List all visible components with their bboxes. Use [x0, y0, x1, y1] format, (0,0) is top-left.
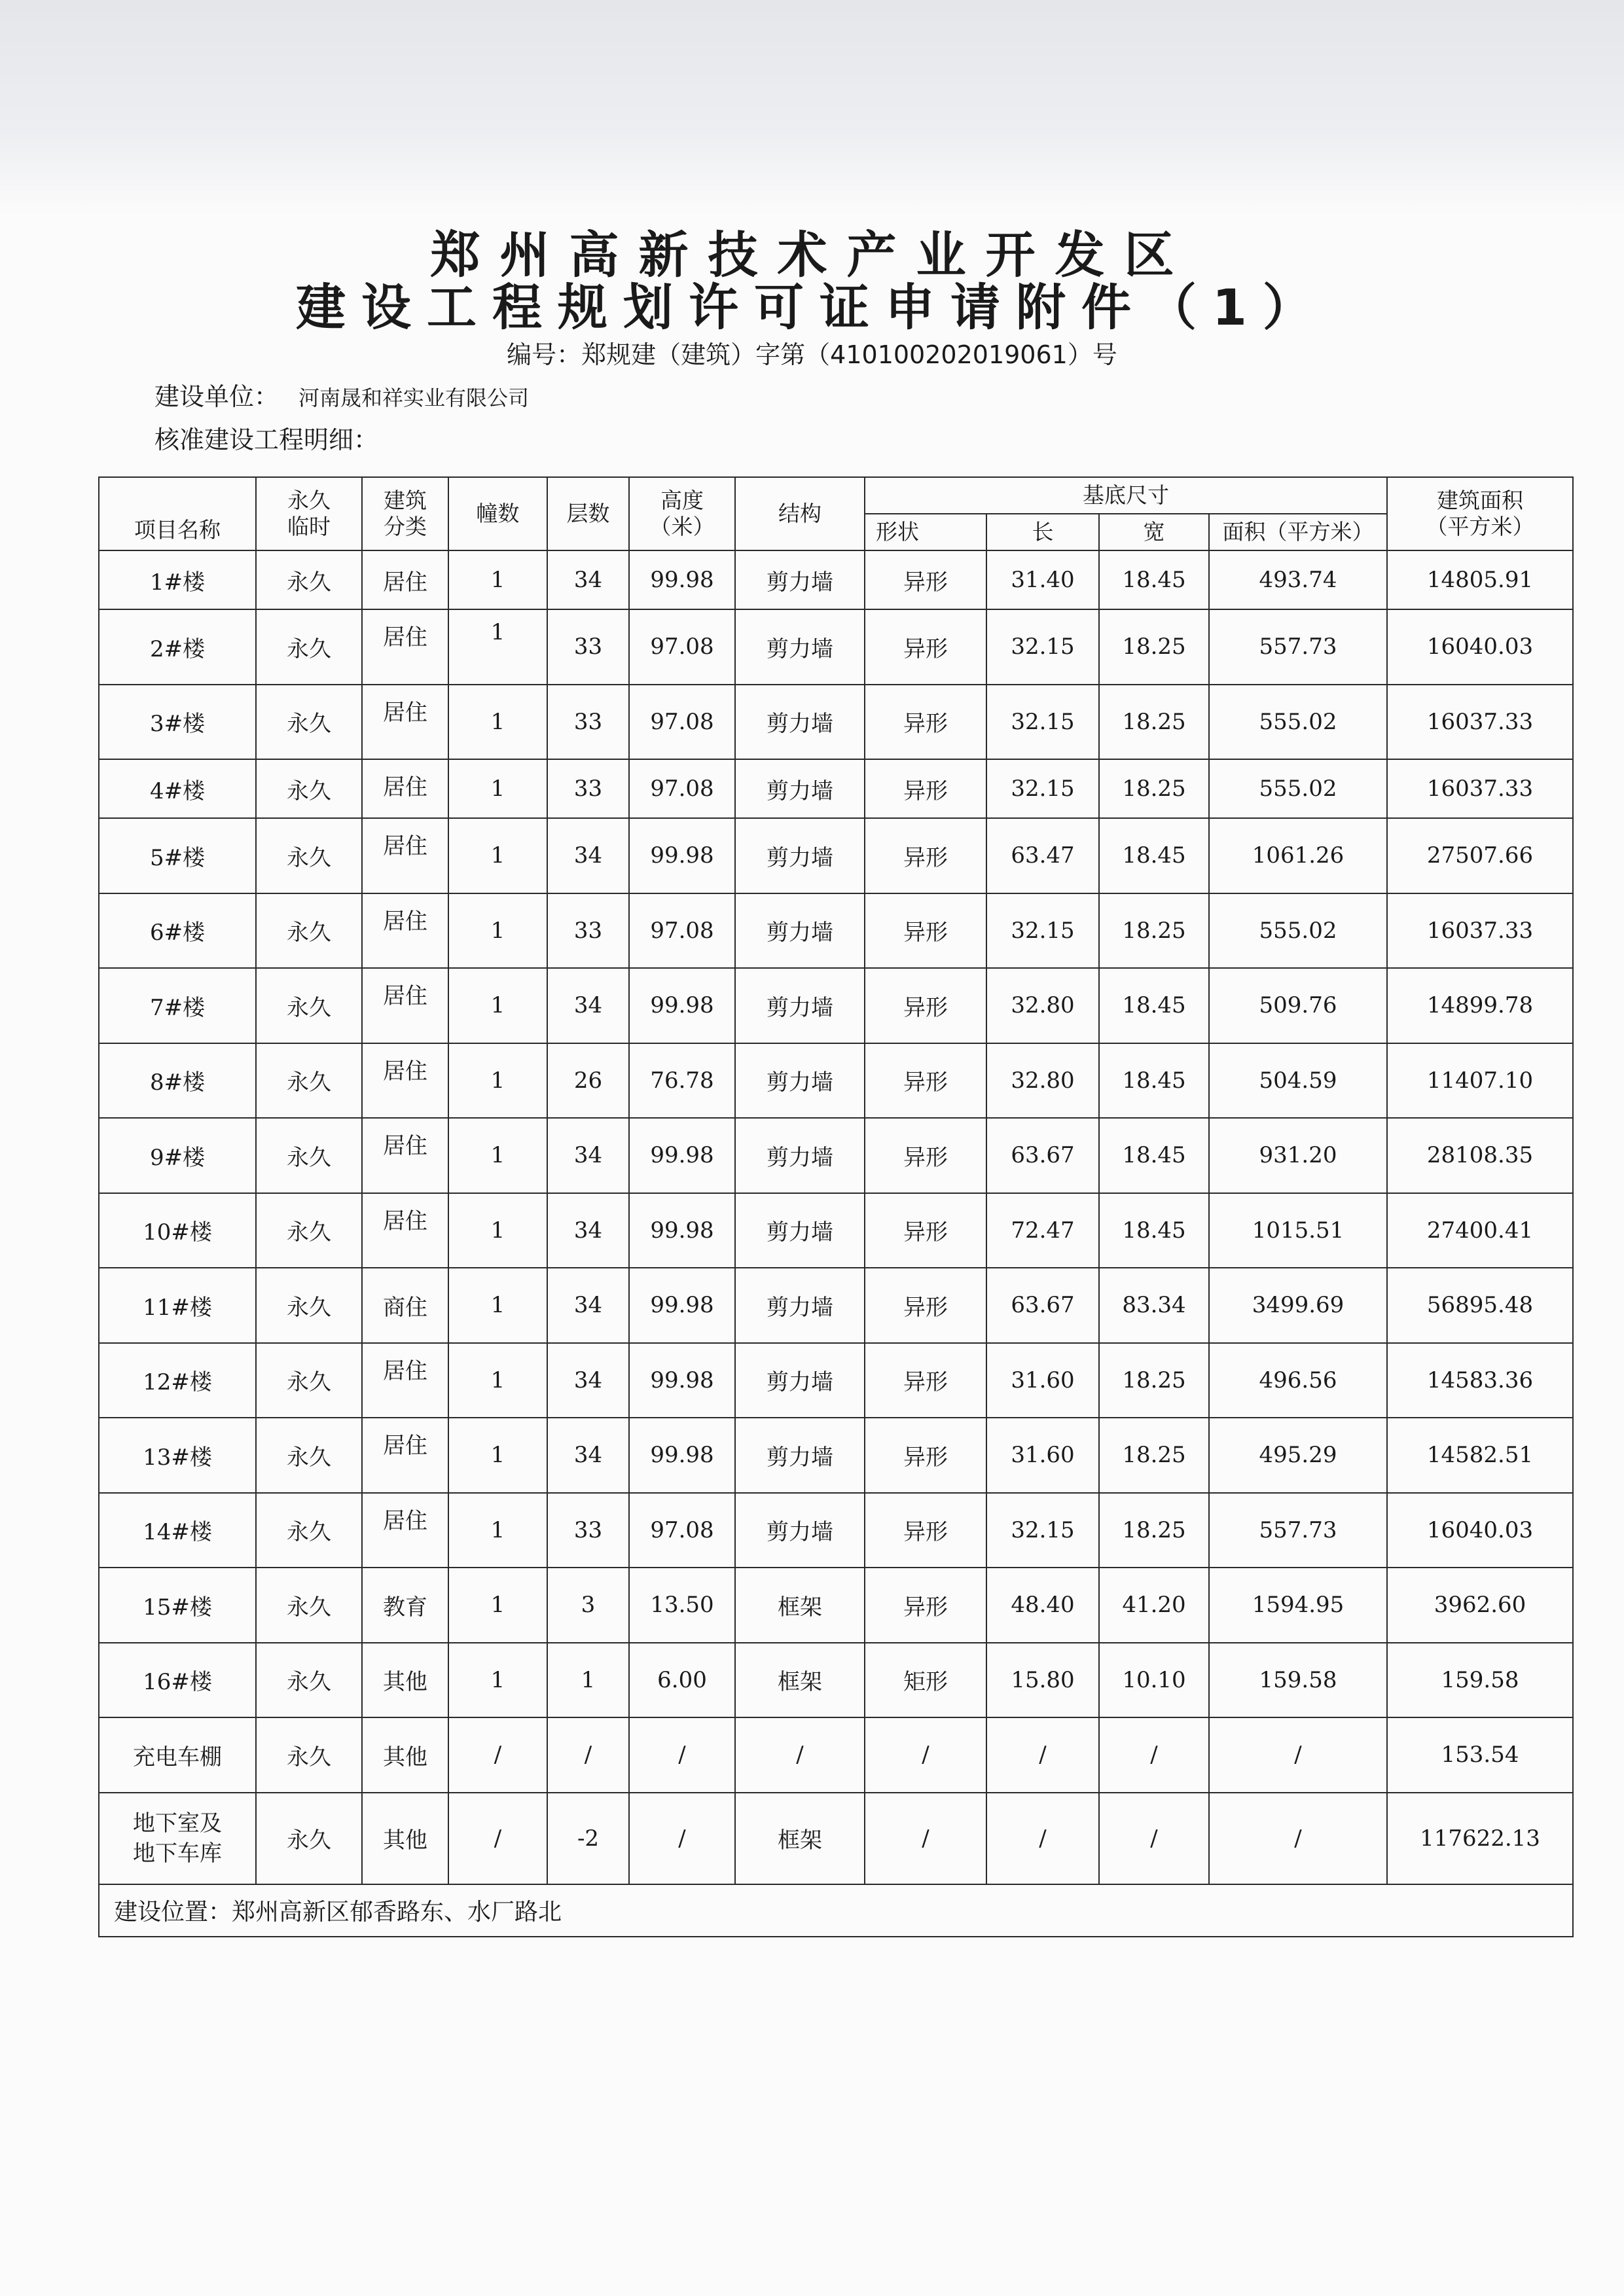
header-permanence: 永久 临时 — [256, 477, 362, 550]
cell-floors: 34 — [547, 1118, 629, 1193]
cell-length: 63.67 — [986, 1268, 1099, 1343]
header-width: 宽 — [1099, 514, 1209, 550]
cell-base-area: 1061.26 — [1209, 818, 1387, 893]
details-label: 核准建设工程明细： — [154, 425, 379, 454]
cell-floors: 33 — [547, 759, 629, 818]
cell-permanence: 永久 — [256, 1343, 362, 1418]
cell-category: 其他 — [362, 1717, 448, 1793]
cell-gross-floor-area: 16037.33 — [1387, 893, 1573, 969]
cell-count: 1 — [448, 1043, 547, 1119]
cell-base-area: 159.58 — [1209, 1643, 1387, 1718]
cell-length: 32.15 — [986, 893, 1099, 969]
cell-width: 18.45 — [1099, 818, 1209, 893]
cell-base-area: 555.02 — [1209, 759, 1387, 818]
cell-structure: 剪力墙 — [735, 893, 865, 969]
cell-category: 居住 — [362, 1343, 448, 1418]
cell-shape: 异形 — [865, 893, 986, 969]
cell-count: 1 — [448, 759, 547, 818]
cell-count: 1 — [448, 1418, 547, 1493]
cell-count: 1 — [448, 1493, 547, 1568]
cell-permanence: 永久 — [256, 818, 362, 893]
cell-height: 99.98 — [629, 968, 735, 1043]
cell-base-area: 1015.51 — [1209, 1193, 1387, 1268]
cell-category: 教育 — [362, 1568, 448, 1643]
cell-category: 居住 — [362, 1418, 448, 1493]
cell-base-area: 555.02 — [1209, 893, 1387, 969]
cell-structure: 剪力墙 — [735, 759, 865, 818]
cell-permanence: 永久 — [256, 1118, 362, 1193]
cell-category: 居住 — [362, 968, 448, 1043]
cell-count: 1 — [448, 1343, 547, 1418]
cell-height: 76.78 — [629, 1043, 735, 1119]
cell-permanence: 永久 — [256, 1793, 362, 1884]
cell-structure: 框架 — [735, 1643, 865, 1718]
cell-name: 3#楼 — [99, 685, 256, 760]
cell-category: 居住 — [362, 609, 448, 685]
cell-gross-floor-area: 14582.51 — [1387, 1418, 1573, 1493]
cell-structure: 剪力墙 — [735, 550, 865, 609]
cell-category: 其他 — [362, 1643, 448, 1718]
table-row — [99, 1717, 1573, 1793]
cell-floors: 34 — [547, 1268, 629, 1343]
cell-shape: 异形 — [865, 968, 986, 1043]
cell-gross-floor-area: 11407.10 — [1387, 1043, 1573, 1119]
cell-name: 4#楼 — [99, 759, 256, 818]
cell-base-area: / — [1209, 1793, 1387, 1884]
cell-width: 83.34 — [1099, 1268, 1209, 1343]
cell-height: 97.08 — [629, 759, 735, 818]
cell-gross-floor-area: 159.58 — [1387, 1643, 1573, 1718]
cell-shape: 异形 — [865, 1418, 986, 1493]
table-row — [99, 1268, 1573, 1343]
cell-height: / — [629, 1717, 735, 1793]
cell-gross-floor-area: 16037.33 — [1387, 759, 1573, 818]
cell-structure: / — [735, 1717, 865, 1793]
cell-shape: 异形 — [865, 759, 986, 818]
cell-length: 32.15 — [986, 1493, 1099, 1568]
cell-gross-floor-area: 56895.48 — [1387, 1268, 1573, 1343]
cell-base-area: / — [1209, 1717, 1387, 1793]
cell-permanence: 永久 — [256, 1043, 362, 1119]
cell-shape: 矩形 — [865, 1643, 986, 1718]
cell-length: 72.47 — [986, 1193, 1099, 1268]
cell-floors: 34 — [547, 1193, 629, 1268]
cell-count: 1 — [448, 685, 547, 760]
cell-length: 15.80 — [986, 1643, 1099, 1718]
cell-width: 18.25 — [1099, 685, 1209, 760]
cell-height: 99.98 — [629, 818, 735, 893]
cell-count: 1 — [448, 550, 547, 609]
cell-floors: 34 — [547, 1343, 629, 1418]
table-row — [99, 968, 1573, 1043]
cell-structure: 框架 — [735, 1793, 865, 1884]
cell-structure: 剪力墙 — [735, 968, 865, 1043]
cell-height: 99.98 — [629, 1343, 735, 1418]
cell-shape: 异形 — [865, 1193, 986, 1268]
cell-width: 18.25 — [1099, 1418, 1209, 1493]
cell-base-area: 931.20 — [1209, 1118, 1387, 1193]
cell-category: 其他 — [362, 1793, 448, 1884]
cell-shape: 异形 — [865, 1568, 986, 1643]
cell-base-area: 509.76 — [1209, 968, 1387, 1043]
construction-unit-value: 河南晟和祥实业有限公司 — [298, 386, 530, 410]
cell-floors: -2 — [547, 1793, 629, 1884]
cell-height: 99.98 — [629, 1268, 735, 1343]
cell-base-area: 504.59 — [1209, 1043, 1387, 1119]
cell-name: 13#楼 — [99, 1418, 256, 1493]
cell-category: 居住 — [362, 550, 448, 609]
cell-floors: 33 — [547, 685, 629, 760]
cell-length: 32.15 — [986, 685, 1099, 760]
cell-structure: 剪力墙 — [735, 1193, 865, 1268]
cell-structure: 剪力墙 — [735, 1118, 865, 1193]
cell-name: 8#楼 — [99, 1043, 256, 1119]
cell-name: 14#楼 — [99, 1493, 256, 1568]
cell-permanence: 永久 — [256, 1717, 362, 1793]
cell-height: 97.08 — [629, 893, 735, 969]
cell-floors: 33 — [547, 893, 629, 969]
cell-length: 63.47 — [986, 818, 1099, 893]
scan-shadow — [0, 0, 1624, 216]
cell-width: 18.45 — [1099, 968, 1209, 1043]
cell-floors: / — [547, 1717, 629, 1793]
cell-count: 1 — [448, 609, 547, 685]
cell-gross-floor-area: 3962.60 — [1387, 1568, 1573, 1643]
cell-category: 居住 — [362, 818, 448, 893]
cell-name: 1#楼 — [99, 550, 256, 609]
table-row — [99, 1043, 1573, 1119]
cell-base-area: 493.74 — [1209, 550, 1387, 609]
table-row — [99, 1118, 1573, 1193]
cell-permanence: 永久 — [256, 759, 362, 818]
cell-height: 99.98 — [629, 1193, 735, 1268]
cell-height: 99.98 — [629, 1418, 735, 1493]
cell-count: 1 — [448, 1643, 547, 1718]
table-row — [99, 1418, 1573, 1493]
cell-base-area: 555.02 — [1209, 685, 1387, 760]
cell-shape: / — [865, 1793, 986, 1884]
cell-base-area: 495.29 — [1209, 1418, 1387, 1493]
cell-base-area: 1594.95 — [1209, 1568, 1387, 1643]
construction-unit-row — [154, 378, 529, 416]
cell-width: 18.25 — [1099, 1493, 1209, 1568]
table-row — [99, 818, 1573, 893]
cell-name: 16#楼 — [99, 1643, 256, 1718]
cell-permanence: 永久 — [256, 609, 362, 685]
cell-length: 32.80 — [986, 1043, 1099, 1119]
cell-category: 居住 — [362, 759, 448, 818]
cell-name: 6#楼 — [99, 893, 256, 969]
cell-height: 97.08 — [629, 609, 735, 685]
header-project-name: 项目名称 — [99, 477, 256, 550]
table-row — [99, 1343, 1573, 1418]
cell-count: 1 — [448, 893, 547, 969]
location-row — [99, 1884, 1573, 1937]
cell-gross-floor-area: 28108.35 — [1387, 1118, 1573, 1193]
cell-width: 18.25 — [1099, 759, 1209, 818]
cell-width: / — [1099, 1717, 1209, 1793]
cell-permanence: 永久 — [256, 685, 362, 760]
cell-gross-floor-area: 14899.78 — [1387, 968, 1573, 1043]
table-row — [99, 685, 1573, 760]
cell-floors: 34 — [547, 1418, 629, 1493]
cell-structure: 剪力墙 — [735, 1043, 865, 1119]
header-length: 长 — [986, 514, 1099, 550]
table-row — [99, 893, 1573, 969]
header-count: 幢数 — [448, 477, 547, 550]
cell-floors: 1 — [547, 1643, 629, 1718]
cell-name: 7#楼 — [99, 968, 256, 1043]
cell-width: 18.45 — [1099, 1118, 1209, 1193]
cell-permanence: 永久 — [256, 1418, 362, 1493]
cell-shape: 异形 — [865, 1268, 986, 1343]
cell-structure: 剪力墙 — [735, 1343, 865, 1418]
header-category: 建筑 分类 — [362, 477, 448, 550]
cell-gross-floor-area: 153.54 — [1387, 1717, 1573, 1793]
table-row — [99, 550, 1573, 609]
cell-height: 6.00 — [629, 1643, 735, 1718]
cell-width: 18.25 — [1099, 893, 1209, 969]
title-line-2: 建设工程规划许可证申请附件（1） — [296, 278, 1328, 336]
cell-count: / — [448, 1793, 547, 1884]
cell-category: 居住 — [362, 1043, 448, 1119]
cell-permanence: 永久 — [256, 1193, 362, 1268]
header-shape: 形状 — [865, 514, 986, 550]
cell-permanence: 永久 — [256, 1268, 362, 1343]
cell-structure: 剪力墙 — [735, 1268, 865, 1343]
header-base-dimensions: 基底尺寸 — [865, 477, 1387, 514]
cell-shape: 异形 — [865, 818, 986, 893]
cell-count: / — [448, 1717, 547, 1793]
cell-width: 18.25 — [1099, 609, 1209, 685]
cell-count: 1 — [448, 968, 547, 1043]
cell-category: 商住 — [362, 1268, 448, 1343]
cell-structure: 剪力墙 — [735, 1493, 865, 1568]
table-row — [99, 1193, 1573, 1268]
cell-gross-floor-area: 16040.03 — [1387, 1493, 1573, 1568]
cell-base-area: 3499.69 — [1209, 1268, 1387, 1343]
cell-permanence: 永久 — [256, 1493, 362, 1568]
cell-length: / — [986, 1717, 1099, 1793]
table-row — [99, 609, 1573, 685]
cell-category: 居住 — [362, 1193, 448, 1268]
cell-category: 居住 — [362, 685, 448, 760]
cell-name: 充电车棚 — [99, 1717, 256, 1793]
cell-structure: 框架 — [735, 1568, 865, 1643]
construction-unit-label: 建设单位： — [154, 382, 280, 411]
cell-height: 97.08 — [629, 685, 735, 760]
cell-name: 12#楼 — [99, 1343, 256, 1418]
cell-floors: 33 — [547, 1493, 629, 1568]
table-row — [99, 1493, 1573, 1568]
cell-floors: 34 — [547, 550, 629, 609]
cell-length: 31.40 — [986, 550, 1099, 609]
cell-width: 41.20 — [1099, 1568, 1209, 1643]
cell-gross-floor-area: 117622.13 — [1387, 1793, 1573, 1884]
cell-name: 10#楼 — [99, 1193, 256, 1268]
header-floors: 层数 — [547, 477, 629, 550]
cell-length: 32.80 — [986, 968, 1099, 1043]
header-height: 高度 （米） — [629, 477, 735, 550]
title-line-1: 郑州高新技术产业开发区 — [430, 226, 1194, 284]
header-base-area: 面积（平方米） — [1209, 514, 1387, 550]
cell-permanence: 永久 — [256, 1568, 362, 1643]
table-row — [99, 759, 1573, 818]
table-row — [99, 1793, 1573, 1884]
cell-name: 5#楼 — [99, 818, 256, 893]
cell-count: 1 — [448, 1268, 547, 1343]
cell-gross-floor-area: 14805.91 — [1387, 550, 1573, 609]
cell-category: 居住 — [362, 1493, 448, 1568]
cell-length: 31.60 — [986, 1343, 1099, 1418]
cell-floors: 34 — [547, 818, 629, 893]
cell-width: 10.10 — [1099, 1643, 1209, 1718]
cell-base-area: 557.73 — [1209, 609, 1387, 685]
cell-gross-floor-area: 16037.33 — [1387, 685, 1573, 760]
cell-height: 99.98 — [629, 550, 735, 609]
cell-permanence: 永久 — [256, 1643, 362, 1718]
cell-shape: / — [865, 1717, 986, 1793]
cell-floors: 34 — [547, 968, 629, 1043]
cell-shape: 异形 — [865, 1493, 986, 1568]
cell-width: / — [1099, 1793, 1209, 1884]
cell-structure: 剪力墙 — [735, 685, 865, 760]
cell-permanence: 永久 — [256, 893, 362, 969]
cell-base-area: 496.56 — [1209, 1343, 1387, 1418]
cell-category: 居住 — [362, 1118, 448, 1193]
cell-height: / — [629, 1793, 735, 1884]
cell-name: 9#楼 — [99, 1118, 256, 1193]
cell-length: 32.15 — [986, 759, 1099, 818]
header-structure: 结构 — [735, 477, 865, 550]
cell-base-area: 557.73 — [1209, 1493, 1387, 1568]
cell-category: 居住 — [362, 893, 448, 969]
cell-floors: 33 — [547, 609, 629, 685]
cell-height: 13.50 — [629, 1568, 735, 1643]
cell-height: 99.98 — [629, 1118, 735, 1193]
cell-shape: 异形 — [865, 685, 986, 760]
table-row — [99, 1643, 1573, 1718]
document-number: 编号：郑规建（建筑）字第（410100202019061）号 — [507, 340, 1117, 369]
cell-shape: 异形 — [865, 550, 986, 609]
cell-width: 18.45 — [1099, 1043, 1209, 1119]
cell-gross-floor-area: 16040.03 — [1387, 609, 1573, 685]
cell-floors: 26 — [547, 1043, 629, 1119]
cell-name: 2#楼 — [99, 609, 256, 685]
cell-structure: 剪力墙 — [735, 818, 865, 893]
cell-name: 11#楼 — [99, 1268, 256, 1343]
cell-gross-floor-area: 27400.41 — [1387, 1193, 1573, 1268]
cell-shape: 异形 — [865, 1343, 986, 1418]
cell-height: 97.08 — [629, 1493, 735, 1568]
cell-count: 1 — [448, 1568, 547, 1643]
cell-length: 32.15 — [986, 609, 1099, 685]
cell-length: 63.67 — [986, 1118, 1099, 1193]
cell-shape: 异形 — [865, 609, 986, 685]
cell-structure: 剪力墙 — [735, 609, 865, 685]
cell-gross-floor-area: 14583.36 — [1387, 1343, 1573, 1418]
cell-gross-floor-area: 27507.66 — [1387, 818, 1573, 893]
cell-width: 18.25 — [1099, 1343, 1209, 1418]
cell-structure: 剪力墙 — [735, 1418, 865, 1493]
cell-length: / — [986, 1793, 1099, 1884]
cell-shape: 异形 — [865, 1118, 986, 1193]
project-table — [98, 476, 1574, 1937]
cell-name: 15#楼 — [99, 1568, 256, 1643]
cell-length: 31.60 — [986, 1418, 1099, 1493]
cell-floors: 3 — [547, 1568, 629, 1643]
cell-permanence: 永久 — [256, 968, 362, 1043]
cell-count: 1 — [448, 1118, 547, 1193]
table-row — [99, 1568, 1573, 1643]
cell-permanence: 永久 — [256, 550, 362, 609]
header-gross-floor-area: 建筑面积 （平方米） — [1387, 477, 1573, 550]
cell-width: 18.45 — [1099, 1193, 1209, 1268]
cell-shape: 异形 — [865, 1043, 986, 1119]
cell-count: 1 — [448, 818, 547, 893]
cell-width: 18.45 — [1099, 550, 1209, 609]
cell-count: 1 — [448, 1193, 547, 1268]
construction-location: 建设位置：郑州高新区郁香路东、水厂路北 — [99, 1884, 1573, 1937]
cell-name: 地下室及 地下车库 — [99, 1793, 256, 1884]
cell-length: 48.40 — [986, 1568, 1099, 1643]
